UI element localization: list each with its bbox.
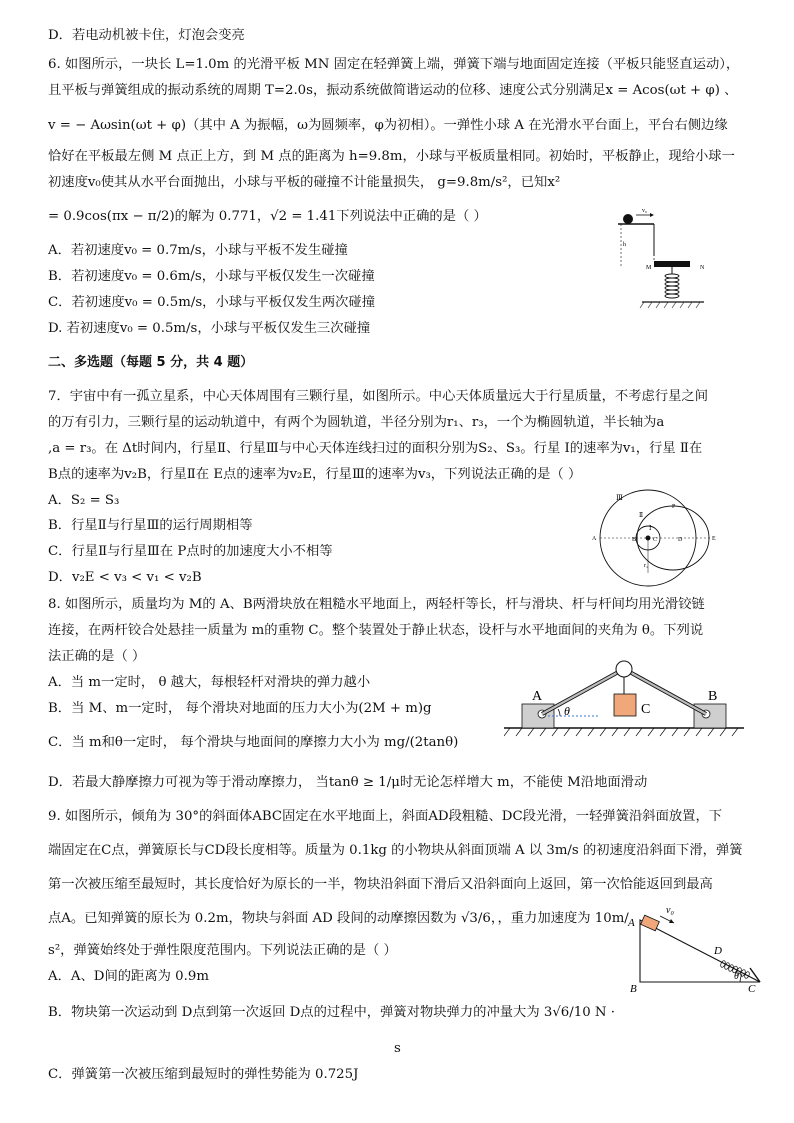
label-c: C (641, 702, 651, 717)
q8-option-c: C．当 m和θ一定时， 每个滑块与地面间的摩擦力大小为 mg/(2tanθ) (48, 735, 459, 750)
section-heading: 二、多选题（每题 5 分，共 4 题） (48, 355, 254, 370)
label-iii: Ⅲ (616, 494, 623, 502)
q9-stem-line5: s²，弹簧始终处于弹性限度范围内。下列说法正确的是（ ） (48, 943, 397, 958)
q7-stem-line2: 的万有引力，三颗行星的运动轨道中，有两个为圆轨道，半径分别为r₁、r₃，一个为椭圆轨道，半长轴为a (48, 415, 665, 430)
label-a: A (628, 917, 635, 929)
q5-option-d: D．若电动机被卡住，灯泡会变亮 (48, 28, 245, 43)
q6-option-d: D. 若初速度v₀ = 0.5m/s，小球与平板仅发生三次碰撞 (48, 321, 371, 336)
ball-a (623, 214, 633, 224)
label-b: B (708, 689, 718, 704)
q9-option-c: C．弹簧第一次被压缩到最短时的弹性势能为 0.725J (48, 1067, 359, 1082)
h-label: h (623, 242, 626, 248)
q6-option-b: B．若初速度v₀ = 0.6m/s，小球与平板仅发生一次碰撞 (48, 269, 375, 284)
q9-stem-line2: 端固定在C点，弹簧原长与CD段长度相等。质量为 0.1kg 的小物块从斜面顶端 A 以 3m/s 的初速度沿斜面下滑，弹簧 (48, 843, 743, 858)
label-theta: θ (564, 704, 570, 718)
q9-stem-line1: 9. 如图所示，倾角为 30°的斜面体ABC固定在水平地面上，斜面AD段粗糙、DC段光滑，一轻弹簧沿斜面放置，下 (48, 809, 723, 824)
q6-stem-line6: = 0.9cos(πx − π/2)的解为 0.771，√2 = 1.41下列说法中正确的是（ ） (48, 209, 487, 224)
label-a: A (532, 689, 543, 704)
m-label: M (646, 265, 652, 271)
q7-stem-line3: ,a = r₃。在 Δt时间内，行星Ⅱ、行星Ⅲ与中心天体连线扫过的面积分别为S₂、S₃。行星 Ⅰ的速率为v₁，行星 Ⅱ在 (48, 441, 703, 456)
n-label: N (700, 265, 705, 271)
q6-option-a: A．若初速度v₀ = 0.7m/s，小球与平板不发生碰撞 (48, 243, 348, 258)
label-c: C (748, 983, 756, 995)
q7-stem-line1: 7．宇宙中有一孤立星系，中心天体周围有三颗行星，如图所示。中心天体质量远大于行星质量，不考虑行星之间 (48, 389, 709, 404)
q6-stem-line1: 6. 如图所示，一块长 L=1.0m 的光滑平板 MN 固定在轻弹簧上端，弹簧下端与地面固定连接（平板只能竖直运动）， (48, 57, 740, 72)
q8-option-d: D．若最大静摩擦力可视为等于滑动摩擦力， 当tanθ ≥ 1/μ时无论怎样增大 m，不能使 M沿地面滑动 (48, 775, 648, 790)
q8-stem-line1: 8. 如图所示，质量均为 M的 A、B两滑块放在粗糙水平地面上，两轻杆等长，杆与滑块、杆与杆间均用光滑铰链 (48, 597, 705, 612)
incline-abc (640, 920, 760, 982)
q7-option-c: C．行星Ⅱ与行星Ⅲ在 P点时的加速度大小不相等 (48, 544, 333, 559)
q6-spring-figure (612, 206, 716, 314)
q7-orbit-figure (588, 488, 728, 588)
q7-option-b: B．行星Ⅱ与行星Ⅲ的运行周期相等 (48, 518, 253, 533)
label-theta: θ (734, 971, 739, 982)
label-p: P (672, 504, 676, 510)
label-ii: Ⅱ (639, 513, 644, 519)
q9-stem-line3: 第一次被压缩至最短时，其长度恰好为原长的一半，物块沿斜面下滑后又沿斜面向上返回，第一次恰能返回到最高 (48, 877, 713, 892)
q7-option-d: D．v₂E < v₃ < v₁ < v₂B (48, 570, 202, 585)
q6-stem-line2: 且平板与弹簧组成的振动系统的周期 T=2.0s，振动系统做简谐运动的位移、速度公式分别满足x = Acos(ωt + φ) 、 (48, 83, 738, 98)
v0-label: v₀ (666, 905, 674, 916)
spring (665, 274, 679, 298)
q8-stem-line3: 法正确的是（ ） (48, 649, 146, 664)
q6-stem-line4: 恰好在平板最左侧 M 点正上方，到 M 点的距离为 h=9.8m，小球与平板质量相同。初始时，平板静止，现给小球一 (48, 149, 735, 164)
q7-option-a: A．S₂ = S₃ (48, 493, 120, 508)
label-i: Ⅰ (649, 526, 652, 532)
q6-stem-line5: 初速度v₀使其从水平台面抛出，小球与平板的碰撞不计能量损失， g=9.8m/s²，已知x² (48, 175, 561, 190)
q9-option-b-unit: s (394, 1041, 401, 1056)
label-r1: r₁ (644, 563, 649, 569)
label-c: C (653, 537, 658, 543)
q8-option-a: A．当 m一定时， θ 越大，每根轻杆对滑块的弹力越小 (48, 675, 371, 690)
label-b: B (632, 537, 637, 543)
label-e: E (712, 536, 716, 542)
label-d: D (678, 537, 683, 543)
q8-slider-figure (504, 656, 750, 740)
q8-stem-line2: 连接，在两杆铰合处悬挂一质量为 m的重物 C。整个装置处于静止状态，设杆与水平地面间的夹角为 θ。下列说 (48, 623, 704, 638)
q8-option-b: B．当 M、m一定时， 每个滑块对地面的压力大小为(2M + m)g (48, 701, 432, 716)
hinge (616, 661, 632, 677)
label-d: D (714, 945, 722, 957)
q6-stem-line3: v = − Aωsin(ωt + φ)（其中 A 为振幅，ω为圆频率，φ为初相）。一弹性小球 A 在光滑水平台面上，平台右侧边缘 (48, 118, 728, 133)
v0-label: v₀ (642, 208, 648, 214)
platform-mn (654, 261, 690, 267)
slider-b (694, 704, 726, 728)
q6-option-c: C．若初速度v₀ = 0.5m/s，小球与平板仅发生两次碰撞 (48, 295, 376, 310)
q7-stem-line4: B点的速率为v₂B，行星Ⅱ在 E点的速率为v₂E，行星Ⅲ的速率为v₃，下列说法正确的是（ ） (48, 467, 582, 482)
q9-option-a: A．A、D间的距离为 0.9m (48, 969, 209, 984)
label-a: A (592, 536, 597, 542)
q9-incline-figure (622, 898, 764, 996)
q9-option-b: B．物块第一次运动到 D点到第一次返回 D点的过程中，弹簧对物块弹力的冲量大为 3√6/10 N · (48, 1005, 615, 1020)
q9-stem-line4: 点A。已知弹簧的原长为 0.2m，物块与斜面 AD 段间的动摩擦因数为 √3/6，，重力加速度为 10m/ (48, 911, 629, 926)
label-b: B (630, 983, 637, 995)
weight-c (614, 694, 636, 716)
